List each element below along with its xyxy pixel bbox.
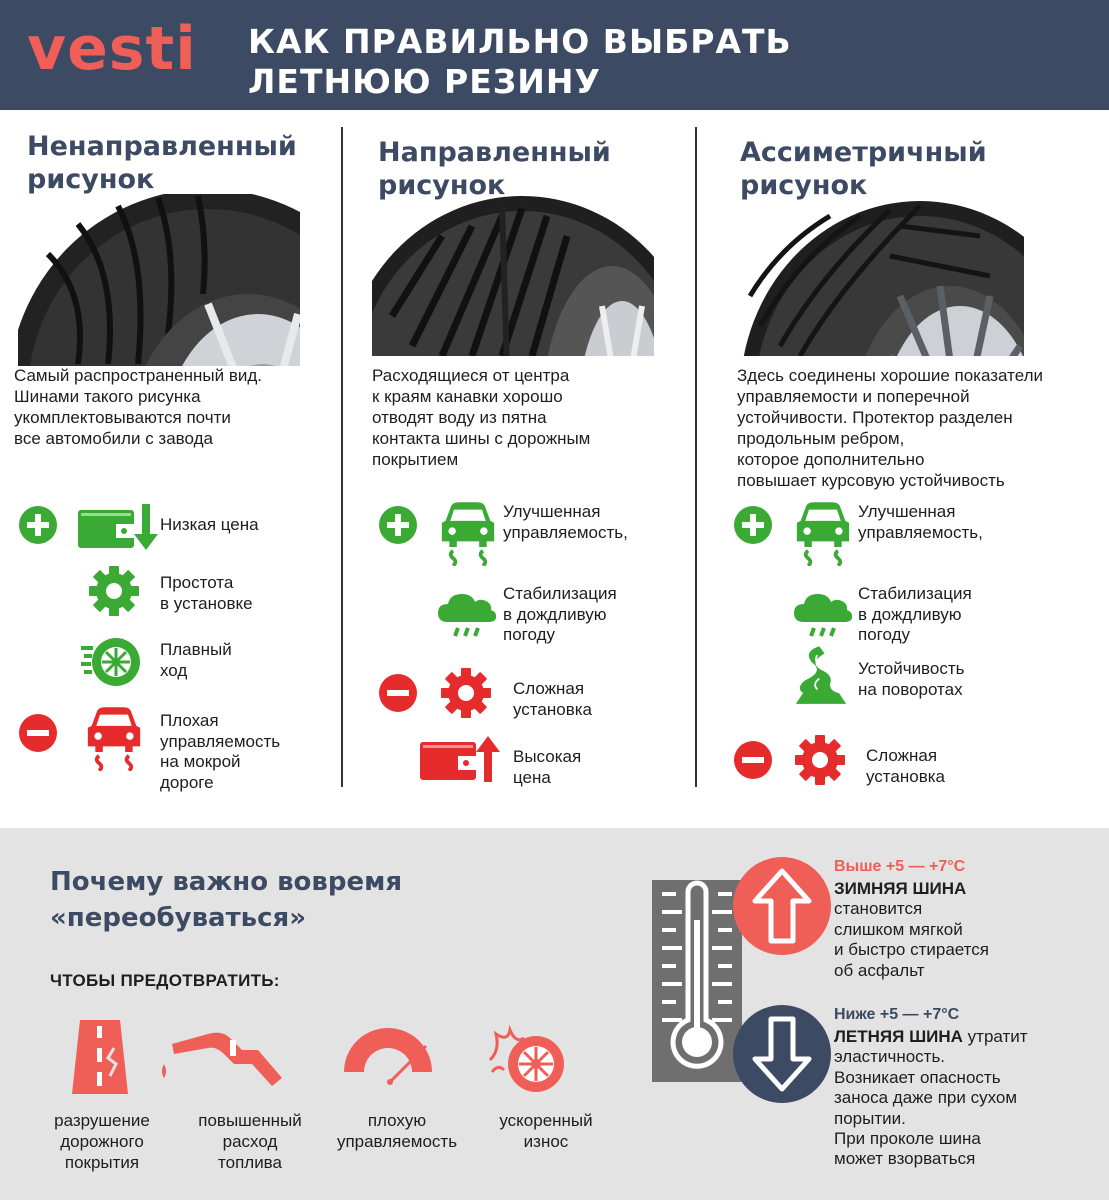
desc-line: к краям канавки хорошо xyxy=(372,387,563,406)
column-1-description xyxy=(14,365,262,449)
text-line: Возникает опасность xyxy=(834,1067,1001,1087)
bottom-title xyxy=(50,864,402,936)
desc-line: которое дополнительно xyxy=(737,450,925,469)
text-line: эластичность. xyxy=(834,1047,946,1067)
column-3-title-line-1: Ассиметричный xyxy=(740,137,987,168)
summer-tire-text xyxy=(834,1027,1028,1170)
minus-icon xyxy=(733,740,773,780)
label-line: Плавный xyxy=(160,640,232,659)
column-2-description xyxy=(372,365,590,470)
label-line: Улучшенная xyxy=(858,502,956,521)
desc-line: устойчивости. Протектор разделен xyxy=(737,408,1013,427)
prevent-item-label xyxy=(188,1110,312,1173)
pro-label xyxy=(858,659,965,700)
rain-cloud-icon xyxy=(436,590,498,640)
label-line: Стабилизация xyxy=(858,584,972,603)
label-line: на мокрой xyxy=(160,752,241,771)
car-handling-icon xyxy=(795,500,851,566)
prevent-item-label xyxy=(478,1110,614,1152)
con-label xyxy=(866,746,945,787)
label-line: управляемость, xyxy=(503,522,628,542)
plus-icon xyxy=(378,505,418,545)
label-line: Сложная xyxy=(513,679,585,698)
desc-line: Шинами такого рисунка xyxy=(14,387,201,406)
pro-label xyxy=(160,640,232,681)
winter-tire-text xyxy=(834,879,989,981)
con-label xyxy=(160,711,280,793)
wallet-price-up-icon xyxy=(418,732,502,786)
label-line: управляемость xyxy=(160,731,281,751)
desc-line: все автомобили с завода xyxy=(14,429,213,448)
label-line: плохую xyxy=(367,1111,427,1130)
label-line: дороге xyxy=(160,772,214,792)
column-divider xyxy=(695,127,697,787)
burning-wheel-icon xyxy=(486,1020,570,1096)
label-line: управляемость xyxy=(336,1132,458,1151)
column-1-title xyxy=(27,130,297,196)
label-line: покрытия xyxy=(64,1153,140,1172)
column-2-title xyxy=(378,136,611,202)
pro-label xyxy=(858,584,972,646)
label-line: цена xyxy=(513,767,551,787)
minus-icon xyxy=(18,713,58,753)
label-line: установка xyxy=(513,699,592,719)
label-line: разрушение xyxy=(54,1111,150,1130)
label-line: погоду xyxy=(503,625,555,644)
prevent-label: ЧТОБЫ ПРЕДОТВРАТИТЬ: xyxy=(50,971,280,990)
column-2-title-line-2: рисунок xyxy=(378,170,506,201)
label-line: установка xyxy=(866,766,945,786)
con-label xyxy=(513,679,592,720)
pro-label xyxy=(160,515,259,536)
road-damage-icon xyxy=(70,1018,130,1096)
rain-cloud-icon xyxy=(792,590,854,640)
gear-icon xyxy=(88,565,140,617)
car-skid-icon xyxy=(86,705,142,771)
label-line: Высокая xyxy=(513,747,582,766)
summer-tire-label: ЛЕТНЯЯ ШИНА xyxy=(834,1027,963,1046)
desc-line: Самый распространенный вид. xyxy=(14,366,262,385)
prevent-item-label xyxy=(42,1110,162,1173)
pro-label xyxy=(503,502,628,543)
column-3-title-line-2: рисунок xyxy=(740,170,868,201)
desc-line: Расходящиеся от центра xyxy=(372,366,570,385)
desc-line: продольным ребром, xyxy=(737,429,905,448)
fuel-nozzle-icon xyxy=(158,1020,292,1088)
desc-line: контакта шины с дорожным xyxy=(372,429,591,448)
label-line: Простота xyxy=(160,573,234,592)
label-line: Низкая цена xyxy=(160,515,259,534)
text-line: При проколе шина xyxy=(834,1129,981,1149)
column-3-title xyxy=(740,136,987,202)
thermometer-icon xyxy=(652,880,742,1082)
label-line: в дождливую xyxy=(503,604,607,624)
label-line: ход xyxy=(160,660,188,680)
smooth-ride-wheel-icon xyxy=(80,632,144,692)
bottom-title-line-2: «переобуваться» xyxy=(50,903,307,933)
temp-down-arrow-icon xyxy=(733,1005,831,1103)
label-line: Стабилизация xyxy=(503,584,617,603)
con-label xyxy=(513,747,581,788)
label-line: износ xyxy=(523,1132,569,1151)
temp-up-arrow-icon xyxy=(733,857,831,955)
plus-icon xyxy=(733,505,773,545)
column-1-title-line-1: Ненаправленный xyxy=(27,131,297,162)
label-line: повышенный xyxy=(198,1111,302,1130)
label-line: дорожного xyxy=(60,1132,144,1151)
label-line: Улучшенная xyxy=(503,502,601,521)
logo[interactable]: vesti xyxy=(27,14,197,84)
column-1-title-line-2: рисунок xyxy=(27,164,155,195)
desc-line: Здесь соединены хорошие показатели xyxy=(737,366,1044,385)
label-line: Устойчивость xyxy=(858,659,965,678)
text-line: утратит xyxy=(962,1027,1028,1046)
label-line: управляемость, xyxy=(858,522,983,542)
winter-tire-label: ЗИМНЯЯ ШИНА xyxy=(834,879,967,898)
wallet-price-down-icon xyxy=(76,500,160,554)
desc-line: покрытием xyxy=(372,450,459,469)
text-line: порытии. xyxy=(834,1108,906,1128)
page-title xyxy=(248,22,792,102)
car-handling-icon xyxy=(440,500,496,566)
label-line: в установке xyxy=(160,593,253,613)
label-line: ускоренный xyxy=(499,1111,593,1130)
desc-line: отводят воду из пятна xyxy=(372,408,547,427)
column-divider xyxy=(341,127,343,787)
label-line: погоду xyxy=(858,625,910,644)
page-title-line-1: КАК ПРАВИЛЬНО ВЫБРАТЬ xyxy=(248,22,792,61)
label-line: Сложная xyxy=(866,746,938,765)
temp-below-label: Ниже +5 — +7°С xyxy=(834,1006,960,1023)
pro-label xyxy=(858,502,983,543)
desc-line: укомплектовываются почти xyxy=(14,408,231,427)
desc-line: повышает курсовую устойчивость xyxy=(737,471,1005,490)
prevent-item-label xyxy=(326,1110,468,1152)
page-title-line-2: ЛЕТНЮЮ РЕЗИНУ xyxy=(248,62,601,101)
header-bar xyxy=(0,0,1109,110)
tire-image-directional xyxy=(372,196,654,356)
pro-label xyxy=(160,573,253,614)
label-line: топлива xyxy=(218,1153,282,1172)
speedometer-icon xyxy=(340,1022,436,1086)
bottom-title-line-1: Почему важно вовремя xyxy=(50,867,403,897)
desc-line: управляемости и поперечной xyxy=(737,387,970,406)
label-line: расход xyxy=(222,1132,278,1151)
gear-icon xyxy=(794,734,846,786)
text-line: становится xyxy=(834,899,923,919)
label-line: в дождливую xyxy=(858,604,962,624)
column-3-description xyxy=(737,365,1043,491)
winding-road-icon xyxy=(794,644,848,708)
minus-icon xyxy=(378,673,418,713)
text-line: может взорваться xyxy=(834,1149,976,1169)
text-line: заноса даже при сухом xyxy=(834,1088,1018,1108)
text-line: слишком мягкой xyxy=(834,919,963,939)
text-line: и быстро стирается xyxy=(834,940,989,960)
plus-icon xyxy=(18,505,58,545)
temp-above-label: Выше +5 — +7°С xyxy=(834,858,966,875)
tire-image-non-directional xyxy=(18,194,300,366)
column-2-title-line-1: Направленный xyxy=(378,137,611,168)
label-line: Плохая xyxy=(160,711,219,730)
text-line: об асфальт xyxy=(834,960,925,980)
label-line: на поворотах xyxy=(858,679,963,699)
gear-icon xyxy=(440,667,492,719)
pro-label xyxy=(503,584,617,646)
tire-image-asymmetric xyxy=(740,196,1024,356)
